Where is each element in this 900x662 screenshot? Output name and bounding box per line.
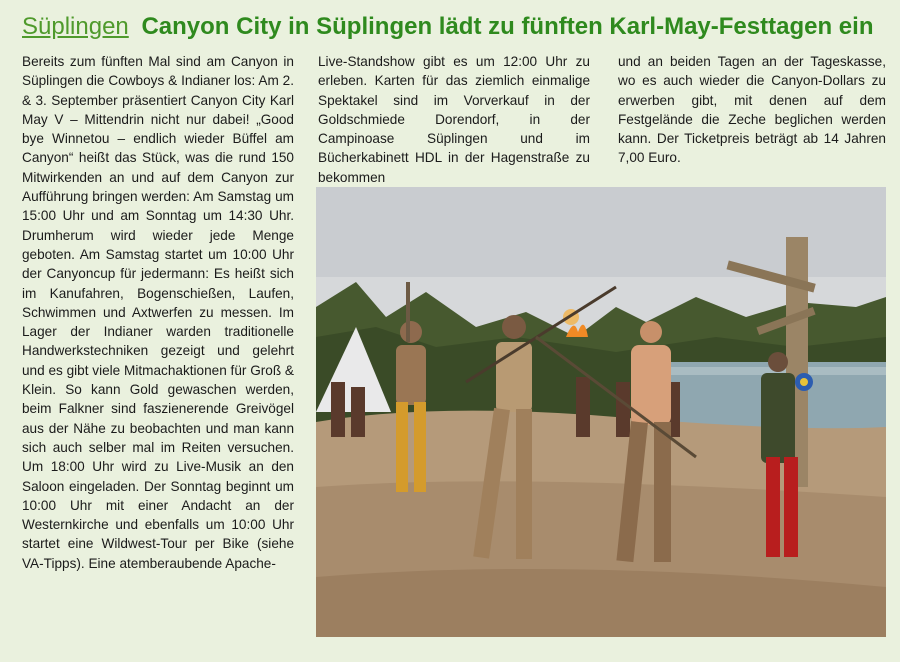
headline bbox=[22, 12, 873, 42]
article-title: Canyon City in Süplingen lädt zu fünften Karl-May-Festtagen ein bbox=[141, 13, 874, 40]
body-column-3: und an beiden Tagen an der Tageskasse, wo es auch wieder die Canyon-Dollars zu erwerben gibt, mit denen auf dem Festgelände die Zeche beglichen werden kann. Der Ticketpreis beträgt ab 14 Jahren 7,00 Euro. bbox=[618, 54, 886, 166]
body-column-1: Bereits zum fünften Mal sind am Canyon in Süplingen die Cowboys & Indianer los: Am 2. & 3. September präsentiert Canyon City Karl May V – Mittendrin nicht nur dabei! „Good bye Winnetou – endlich wieder Büffel am Canyon“ heißt das Stück, was die rund 150 Mitwirkenden an und auf dem Canyon zur Aufführung bringen werden: Am Samstag um 15:00 Uhr und am Sonntag um 14:30 Uhr. Drumherum wird wieder jede Menge geboten. Am Samstag startet um 10:00 Uhr der Canyoncup für jedermann: Es heißt sich im Kanufahren, Bogenschießen, Laufen, Schwimmen und Axtwerfen zu messen. Im Lager der Indianer warden traditionelle Handwerkstechniken gezeigt und gelehrt und es gibt viele Mitmachaktionen für Groß & Klein. So kann Gold gewaschen werden, beim Falkner sind faszienerende Greivögel aus der Nähe zu beobachten und man kann sich auch selber mal im Reiten versuchen. Um 18:00 Uhr wird zu Live-Musik an den Saloon eingeladen. Der Sonntag beginnt um 10:00 Uhr mit einer Andacht an der Westernkirche und ebenfalls um 10:00 Uhr startet eine Wildwest-Tour per Bike (siehe VA-Tipps). Eine atemberaubende Apache- bbox=[22, 54, 295, 571]
article-photo bbox=[316, 187, 886, 637]
kicker-link[interactable]: Süplingen bbox=[22, 13, 129, 40]
body-column-2: Live-Standshow gibt es um 12:00 Uhr zu erleben. Karten für das ziemlich einmalige Spektakel sind im Vorverkauf in der Goldschmiede Dorendorf, in der Campinoase Süplingen und im Bücherkabinett HDL in der Hagenstraße zu bekommen bbox=[318, 54, 590, 185]
